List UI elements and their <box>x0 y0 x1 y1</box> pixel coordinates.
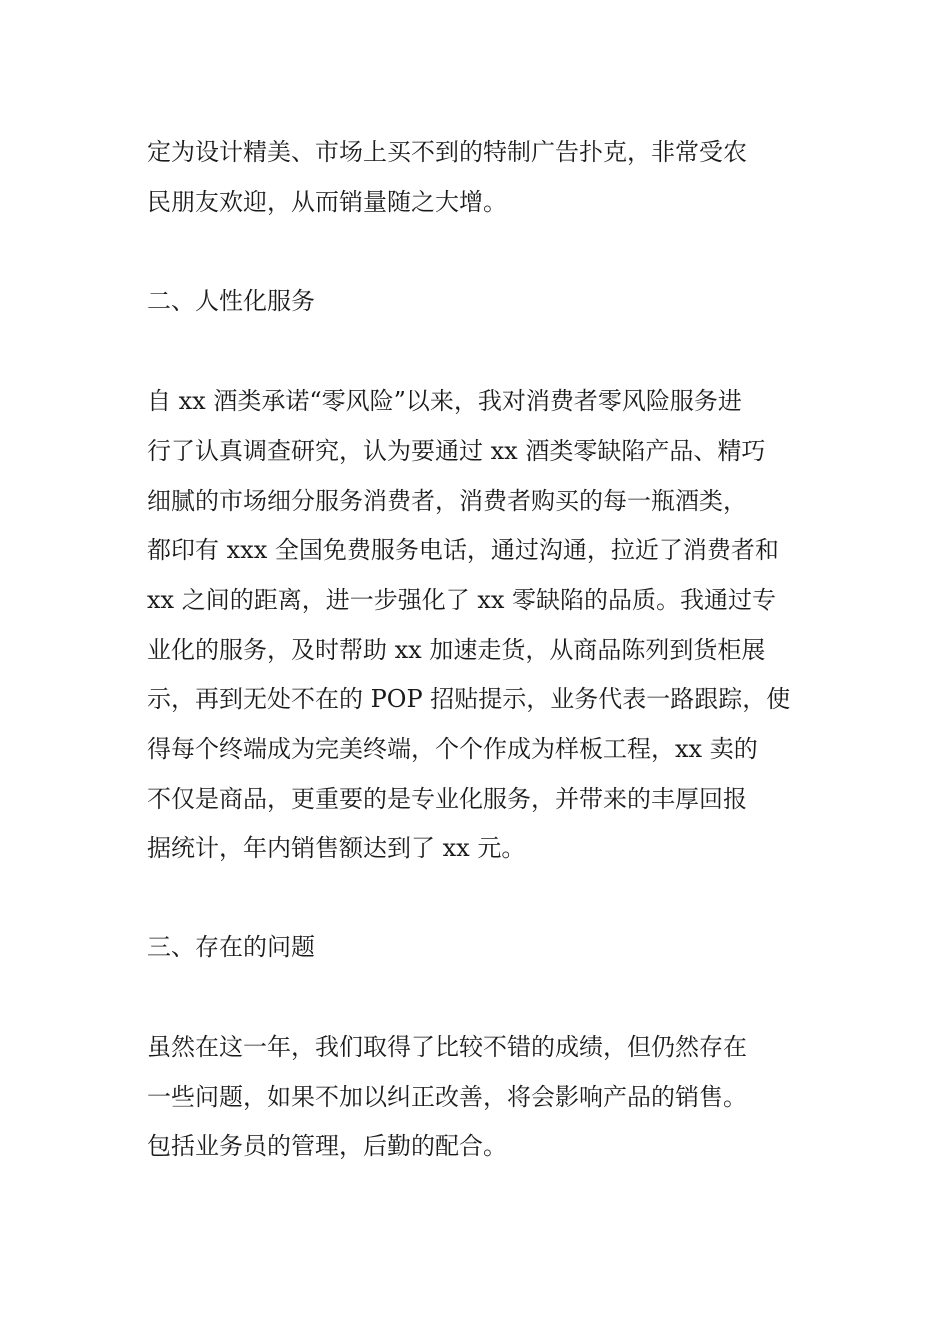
paragraph-3-line-2: 一些问题，如果不加以纠正改善，将会影响产品的销售。 <box>147 1083 747 1111</box>
paragraph-3-line-3: 包括业务员的管理，后勤的配合。 <box>147 1132 507 1160</box>
paragraph-2-line-5: xx 之间的距离，进一步强化了 xx 零缺陷的品质。我通过专 <box>147 586 777 614</box>
paragraph-3-line-1: 虽然在这一年，我们取得了比较不错的成绩，但仍然存在 <box>147 1033 747 1061</box>
paragraph-2-line-2: 行了认真调查研究，认为要通过 xx 酒类零缺陷产品、精巧 <box>147 437 766 465</box>
paragraph-2-line-4: 都印有 xxx 全国免费服务电话，通过沟通，拉近了消费者和 <box>147 536 779 564</box>
paragraph-2-line-8: 得每个终端成为完美终端，个个作成为样板工程，xx 卖的 <box>147 735 758 763</box>
section-heading-3: 三、存在的问题 <box>147 933 315 961</box>
paragraph-2-line-3: 细腻的市场细分服务消费者，消费者购买的每一瓶酒类， <box>147 487 747 515</box>
paragraph-1-line-2: 民朋友欢迎，从而销量随之大增。 <box>147 188 507 216</box>
paragraph-2-line-9: 不仅是商品，更重要的是专业化服务，并带来的丰厚回报 <box>147 785 747 813</box>
paragraph-1-line-1: 定为设计精美、市场上买不到的特制广告扑克，非常受农 <box>147 138 747 166</box>
paragraph-2-line-10: 据统计，年内销售额达到了 xx 元。 <box>147 834 526 862</box>
section-heading-2: 二、人性化服务 <box>147 287 315 315</box>
paragraph-2-line-6: 业化的服务，及时帮助 xx 加速走货，从商品陈列到货柜展 <box>147 636 766 664</box>
paragraph-2-line-7: 示，再到无处不在的 POP 招贴提示，业务代表一路跟踪，使 <box>147 685 791 713</box>
paragraph-2-line-1: 自 xx 酒类承诺“零风险”以来，我对消费者零风险服务进 <box>147 387 742 415</box>
